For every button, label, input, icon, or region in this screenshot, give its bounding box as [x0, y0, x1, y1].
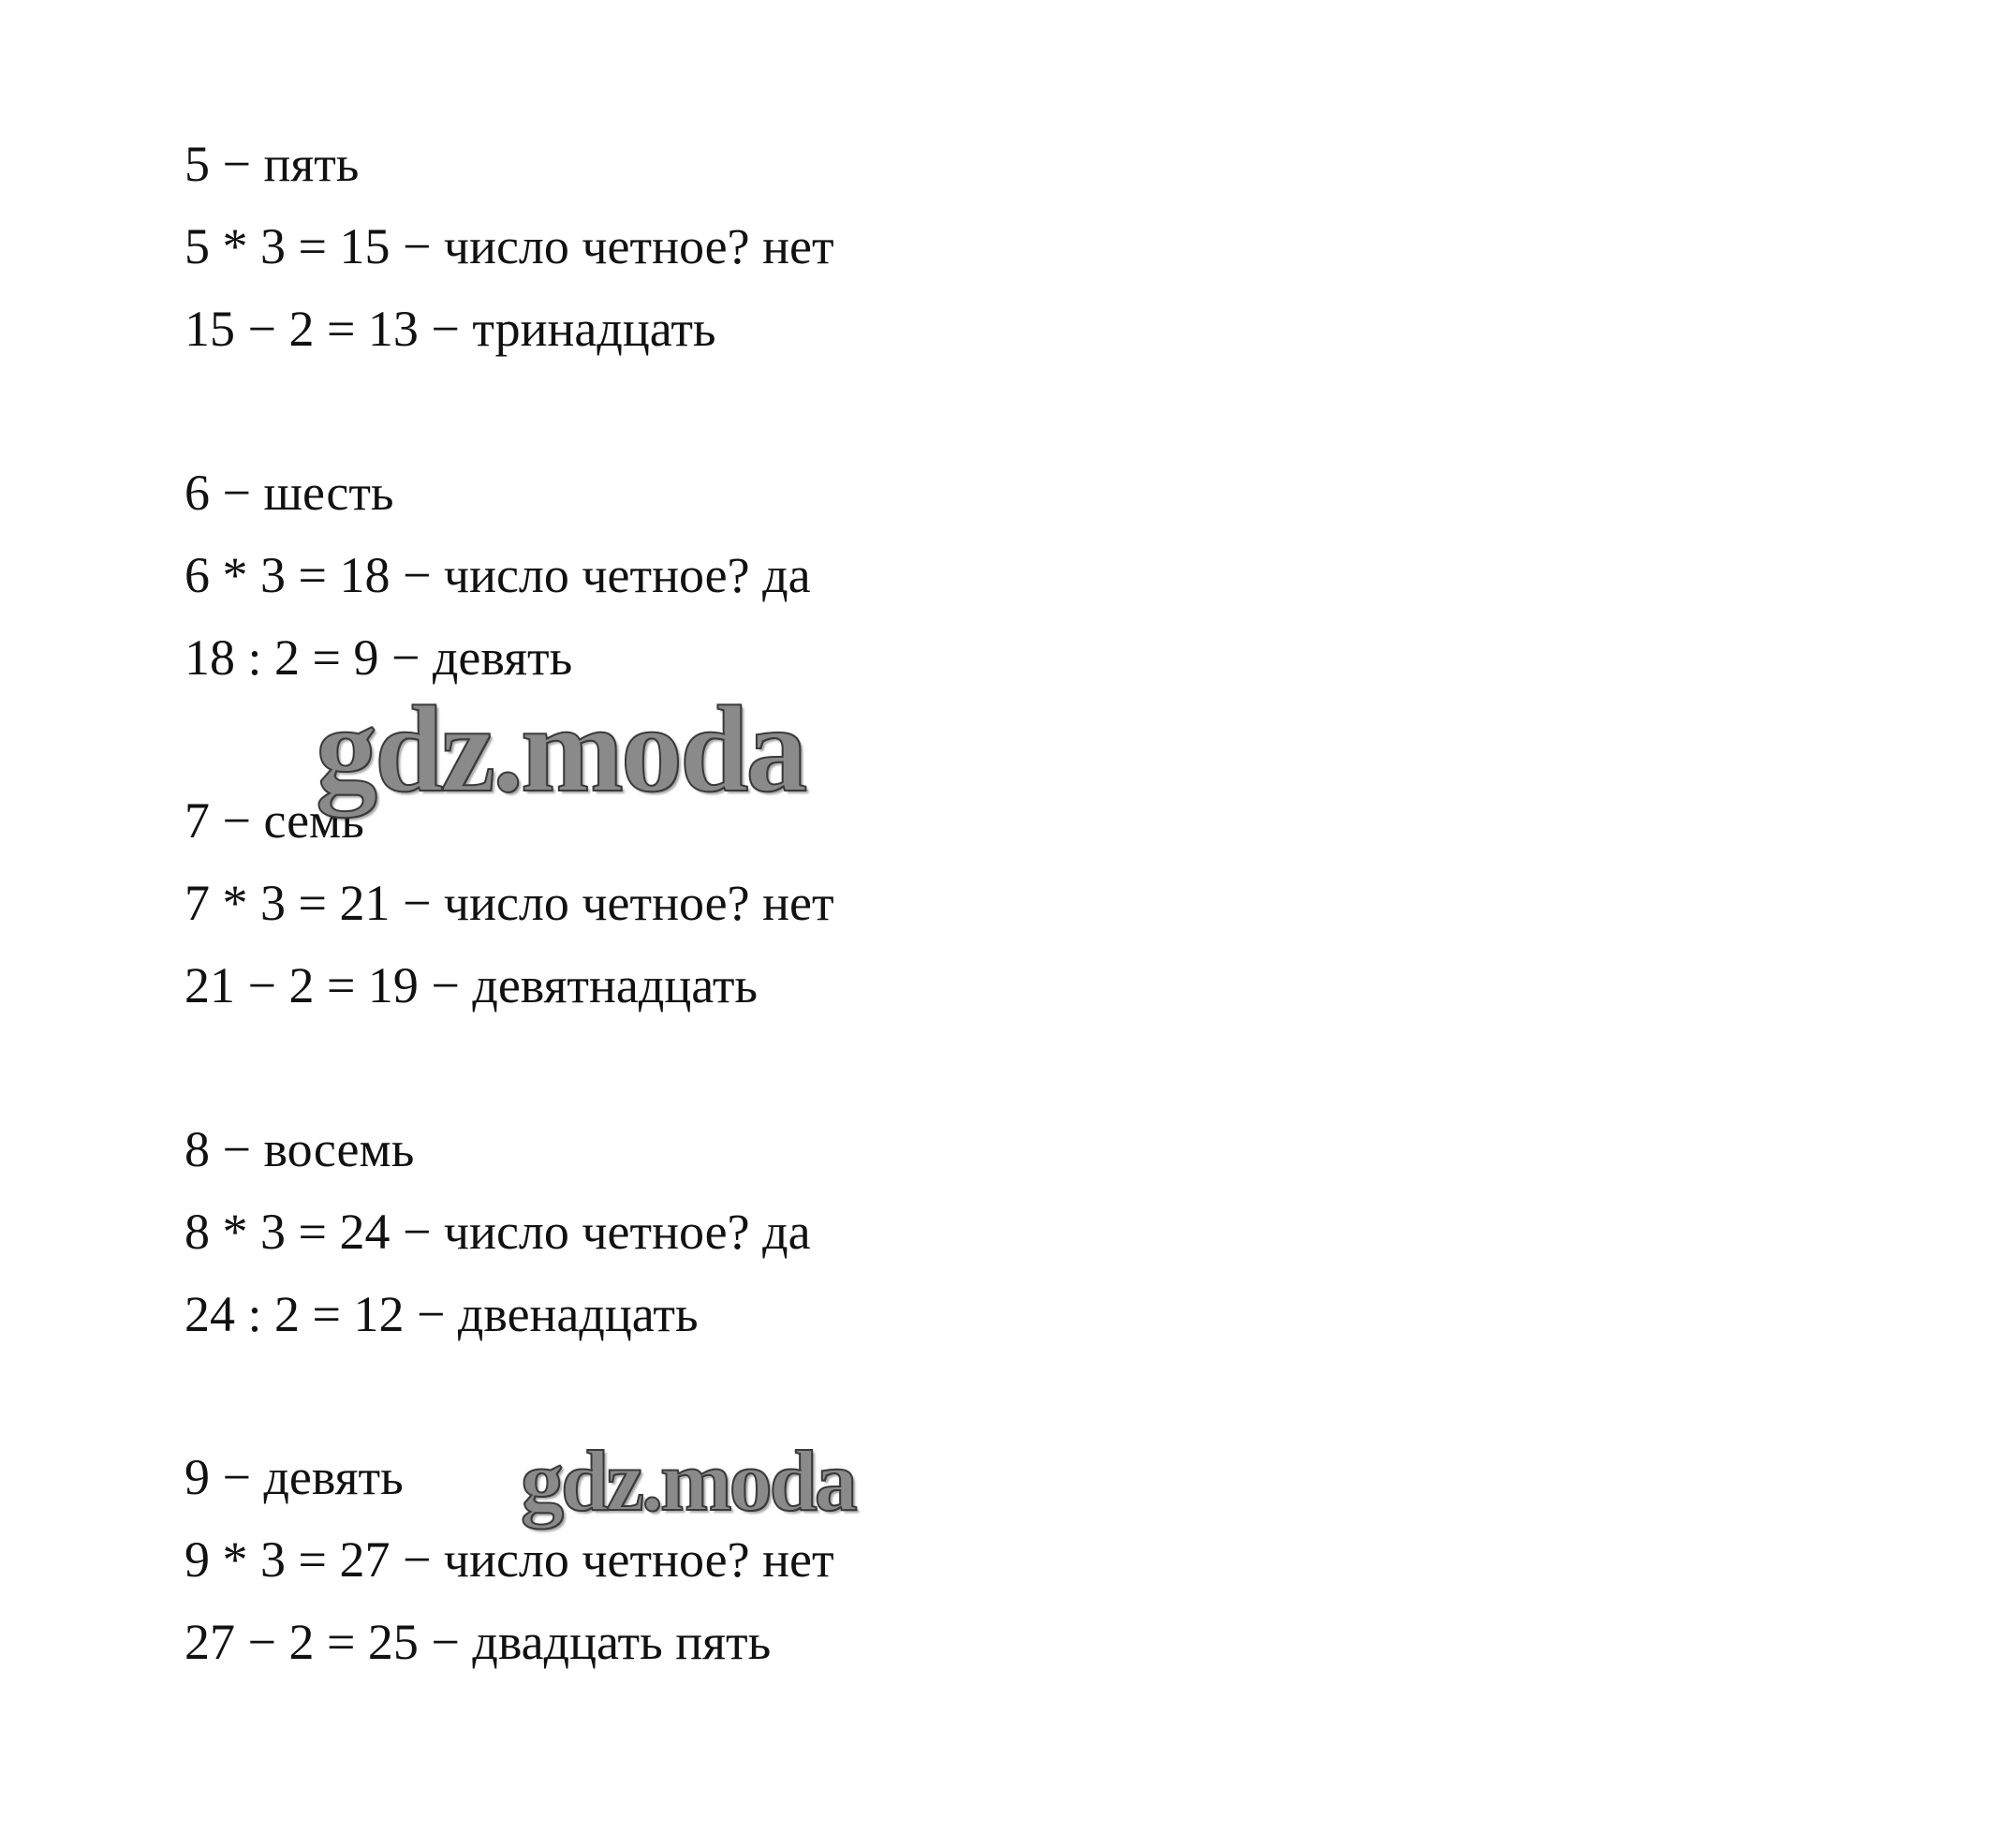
text-line: 5 − пять: [184, 136, 360, 192]
text-line: 21 − 2 = 19 − девятнадцать: [184, 957, 759, 1013]
watermark-logo: gdz.moda: [316, 680, 805, 818]
text-line: 24 : 2 = 12 − двенадцать: [184, 1286, 699, 1342]
text-line: 9 * 3 = 27 − число четное? нет: [184, 1531, 834, 1588]
text-line: 27 − 2 = 25 − двадцать пять: [184, 1614, 772, 1670]
text-line: 8 * 3 = 24 − число четное? да: [184, 1204, 811, 1260]
text-line: 18 : 2 = 9 − девять: [184, 629, 573, 686]
text-line: 6 * 3 = 18 − число четное? да: [184, 547, 811, 603]
text-line: 8 − восемь: [184, 1121, 415, 1177]
text-line: 7 * 3 = 21 − число четное? нет: [184, 875, 834, 931]
text-line: 15 − 2 = 13 − тринадцать: [184, 301, 716, 357]
text-line: 7 − семь: [184, 792, 364, 849]
text-line: 5 * 3 = 15 − число четное? нет: [184, 218, 834, 274]
text-line: 9 − девять: [184, 1449, 404, 1505]
text-line: 6 − шесть: [184, 465, 394, 521]
watermark-logo: gdz.moda: [521, 1433, 855, 1529]
